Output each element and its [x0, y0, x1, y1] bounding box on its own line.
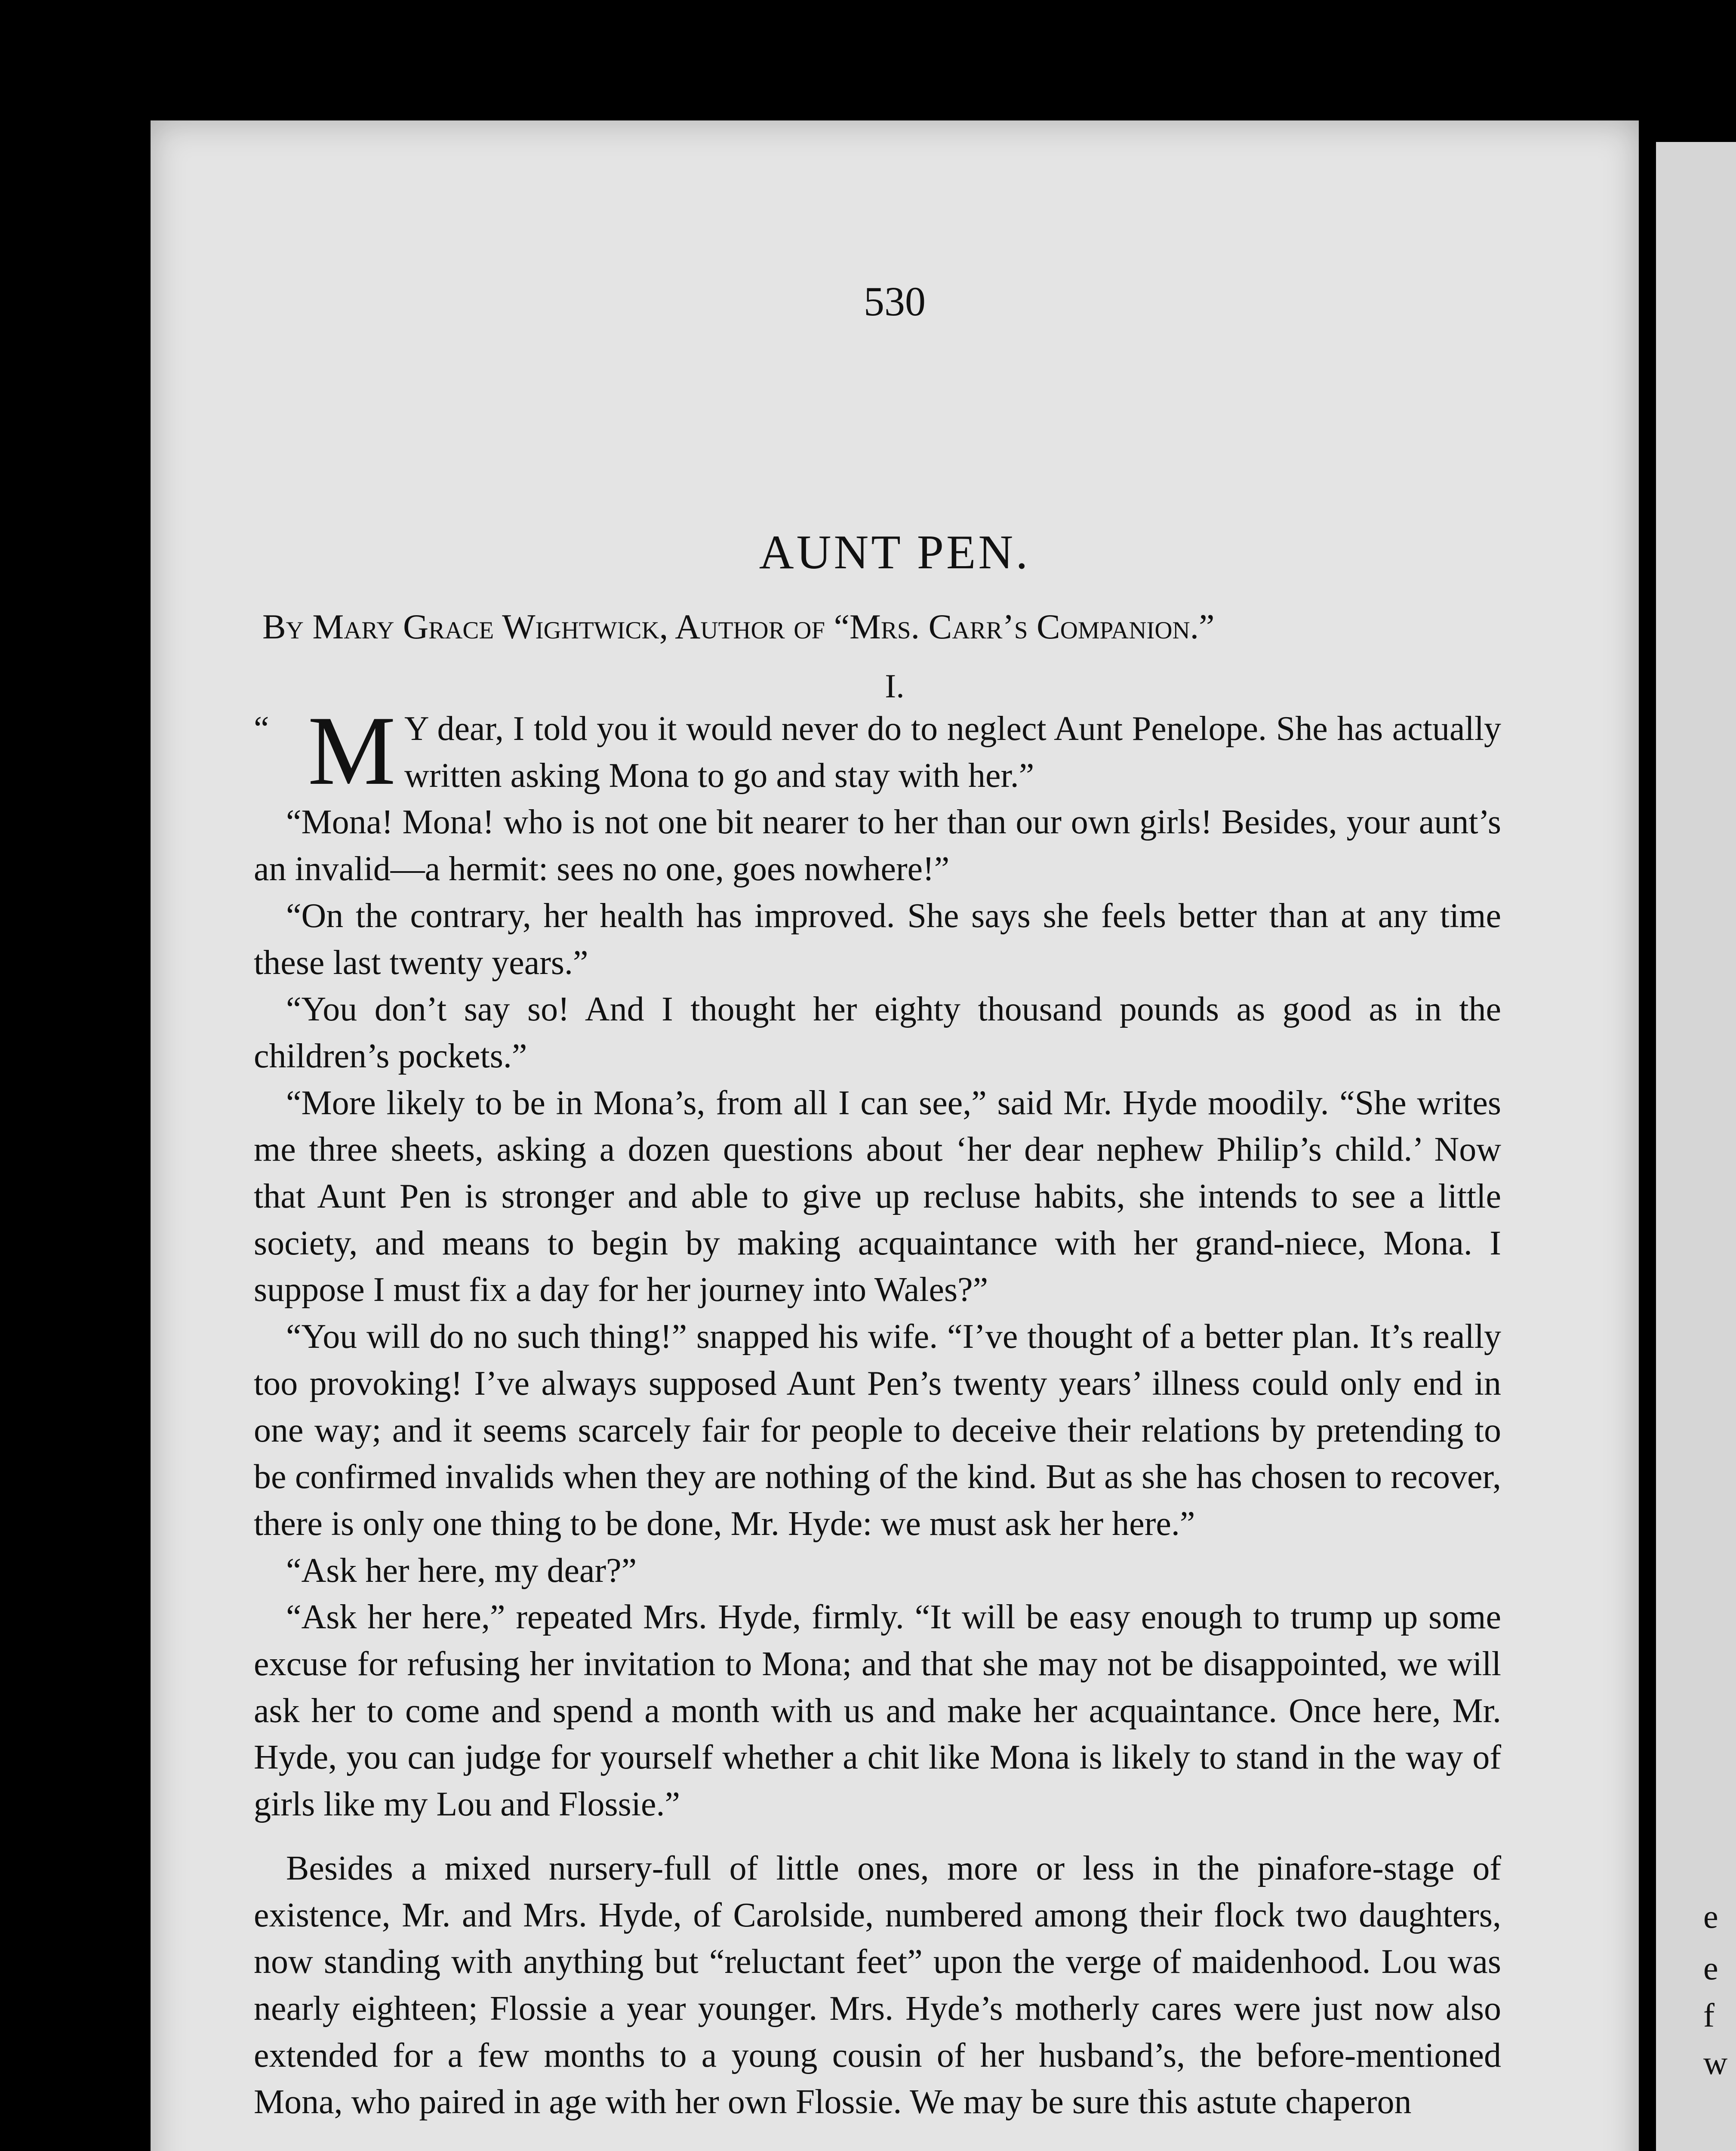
opening-quote: “: [254, 710, 269, 748]
paragraph: “More likely to be in Mona’s, from all I can see,” said Mr. Hyde moodily. “She writes me three sheets, asking a dozen questions about ‘her dear nephew Philip’s child.’ Now that Aunt Pen is stronger and able to give up recluse habits, she intends to see a little society, and means to begin by making acquaintance with her grand-niece, Mona. I suppose I must fix a day for her journey into Wales?”: [254, 1084, 1501, 1309]
opening-text: Y dear, I told you it would never do to neglect Aunt Penelope. She has actually written asking Mona to go and stay with her.”: [404, 710, 1501, 795]
facing-page-fragment: w: [1703, 2044, 1728, 2081]
paragraph: “You will do no such thing!” snapped his wife. “I’ve thought of a better plan. It’s really too provoking! I’ve always supposed Aunt Pen’s twenty years’ illness could only end in one way; and it seems scarcely fair for people to deceive their relations by pretending to be confirmed invalids when they are nothing of the kind. But as she has chosen to recover, there is only one thing to be done, Mr. Hyde: we must ask her here.”: [254, 1318, 1501, 1543]
paragraph: “You don’t say so! And I thought her eighty thousand pounds as good as in the children’s pockets.”: [254, 990, 1501, 1075]
paragraph: Besides a mixed nursery-full of little ones, more or less in the pinafore-stage of existence, Mr. and Mrs. Hyde, of Carolside, numbered among their flock two daughters, now standing with anything but “reluctant feet” upon the verge of maidenhood. Lou was nearly eighteen; Flossie a year younger. Mrs. Hyde’s motherly cares were just now also extended for a few months to a young cousin of her husband’s, the before-mentioned Mona, who paired in age with her own Flossie. We may be sure this astute chaperon: [254, 1849, 1501, 2121]
article-title: AUNT PEN.: [759, 526, 1031, 579]
paragraph: “Ask her here, my dear?”: [286, 1551, 637, 1590]
facing-page-edge: [1656, 142, 1736, 2151]
paragraph: “Ask her here,” repeated Mrs. Hyde, firmly. “It will be easy enough to trump up some excuse for refusing her invitation to Mona; and that she may not be disappointed, we will ask her to come and spend a month with us and make her acquaintance. Once here, Mr. Hyde, you can judge for yourself whether a chit like Mona is likely to stand in the way of girls like my Lou and Flossie.”: [254, 1598, 1501, 1824]
page-number: 530: [864, 278, 926, 324]
section-number: I.: [885, 667, 905, 705]
paragraph: “On the contrary, her health has improved. She says she feels better than at any time these last twenty years.”: [254, 897, 1501, 982]
article-byline: By Mary Grace Wightwick, Author of “Mrs. Carr’s Companion.”: [262, 607, 1215, 646]
opening-paragraph: [254, 696, 1501, 805]
body-text: [254, 696, 1501, 2126]
book-page: [151, 120, 1639, 2151]
facing-page-fragment: e: [1703, 1898, 1718, 1935]
paragraph: “Mona! Mona! who is not one bit nearer to her than our own girls! Besides, your aunt’s an invalid—a hermit: sees no one, goes nowhere!”: [254, 803, 1501, 888]
facing-page-fragment: e: [1703, 1949, 1718, 1987]
drop-cap: M: [308, 696, 396, 805]
facing-page-fragment: f: [1703, 1997, 1714, 2034]
